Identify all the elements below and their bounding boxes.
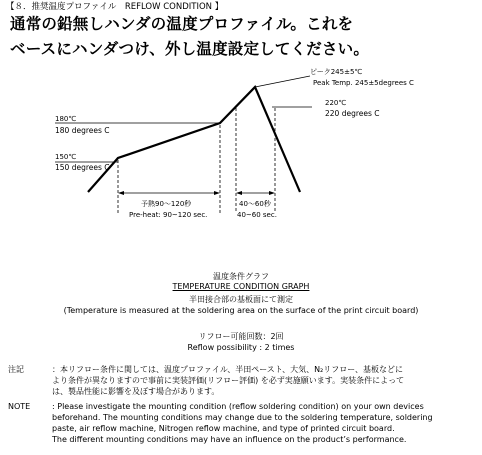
peak-label-en: Peak Temp. 245±5degrees C <box>313 79 414 87</box>
banner-line-1: 通常の鉛無しハンダの温度プロファイル。これを <box>10 15 354 33</box>
note-label-en: NOTE <box>8 402 31 411</box>
measure-note-en: (Temperature is measured at the soldering area on the surface of the print circuit board) <box>63 306 419 315</box>
note-en-line-3: paste, air reflow machine, Nitrogen reflow machine, and type of printed circuit board. <box>52 424 395 433</box>
notes-jp <box>8 364 404 397</box>
preheat-label-jp: 予熱90～120秒 <box>141 200 192 208</box>
measure-note-jp: 半田接合部の基板面にて測定 <box>189 295 293 304</box>
reflow-label-en: 40~60 sec. <box>237 211 277 219</box>
note-jp-line-3: は、製品性能に影響を及ぼす場合があります。 <box>52 387 220 396</box>
graph-title-jp: 温度条件グラフ <box>213 272 269 281</box>
peak-ref-line <box>255 76 310 87</box>
note-jp-line-1: ：本リフロー条件に関しては、温度プロファイル、半田ペースト、大気、N₂リフロー、基板などに <box>52 365 403 374</box>
label-150-jp: 150℃ <box>55 153 77 161</box>
preheat-label-en: Pre-heat: 90~120 sec. <box>129 211 208 219</box>
graph-title-en: TEMPERATURE CONDITION GRAPH <box>172 282 310 291</box>
banner-line-2: ベースにハンダつけ、外し温度設定してください。 <box>10 40 370 58</box>
label-150-en: 150 degrees C <box>55 163 110 172</box>
note-en-line-1: : Please investigate the mounting condition (reflow soldering condition) on your own devices <box>52 402 424 411</box>
note-label-jp: 注記 <box>8 365 24 374</box>
note-en-line-4: The different mounting conditions may have an influence on the product’s performance. <box>52 435 407 444</box>
note-en-line-2: beforehand. The mounting conditions may change due to the soldering temperature, soldering <box>52 413 433 422</box>
reflow-count-en: Reflow possibility : 2 times <box>187 343 295 352</box>
profile-curve <box>88 87 300 192</box>
label-180-jp: 180℃ <box>55 115 77 123</box>
peak-label-jp: ピーク245±5℃ <box>310 68 363 76</box>
notes-en <box>8 401 433 445</box>
label-220-jp: 220℃ <box>325 99 347 107</box>
section-header: 【８．推奨温度プロファイル REFLOW CONDITION 】 <box>6 2 224 12</box>
note-jp-line-2: より条件が異なりますので事前に実装評価(リフロー評価) を必ず実施願います。実装条件によって <box>52 376 405 385</box>
label-180-en: 180 degrees C <box>55 126 110 135</box>
reflow-count-jp: リフロー可能回数：2回 <box>198 332 284 341</box>
reflow-label-jp: 40～60秒 <box>239 200 271 208</box>
label-220-en: 220 degrees C <box>325 109 380 118</box>
